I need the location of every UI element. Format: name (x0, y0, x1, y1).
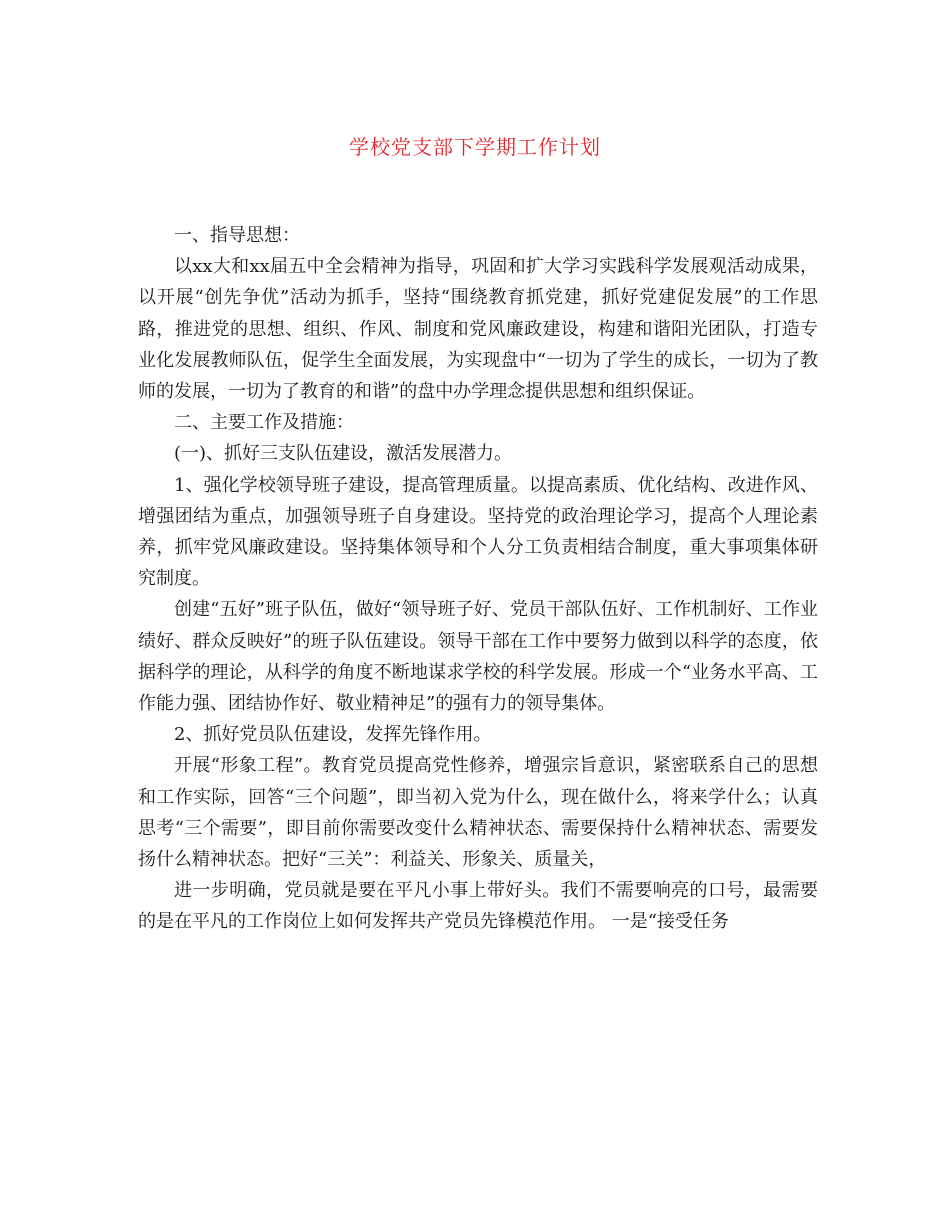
document-body (138, 220, 818, 938)
heading-main-work: 二、主要工作及措施： (174, 412, 354, 434)
paragraph-image-project: 开展“形象工程”。教育党员提高党性修养，增强宗旨意识，紧密联系自己的思想和工作实际，回答“三个问题”，即当初入党为什么，现在做什么，将来学什么；认真思考“三个需要”，即目前你需要改变什么精神状态、需要保持什么精神状态、需要发扬什么精神状态。把好“三关”：利益关、形象关、质量关， (138, 755, 818, 871)
paragraph-guiding-ideology: 以xx大和xx届五中全会精神为指导，巩固和扩大学习实践科学发展观活动成果，以开展“创先争优”活动为抓手，坚持“围绕教育抓党建，抓好党建促发展”的工作思路，推进党的思想、组织、作风、制度和党风廉政建设，构建和谐阳光团队，打造专业化发展教师队伍，促学生全面发展，为实现盘中“一切为了学生的成长，一切为了教师的发展，一切为了教育的和谐”的盘中办学理念提供思想和组织保证。 (138, 256, 818, 403)
subheading-three-teams: (一)、抓好三支队伍建设，激活发展潜力。 (174, 443, 513, 465)
paragraph-further-clarify: 进一步明确，党员就是要在平凡小事上带好头。我们不需要响亮的口号，最需要的是在平凡的工作岗位上如何发挥共产党员先锋模范作用。 一是“接受任务 (138, 880, 818, 933)
paragraph-leadership: 1、强化学校领导班子建设，提高管理质量。以提高素质、优化结构、改进作风、增强团结为重点，加强领导班子自身建设。坚持党的政治理论学习，提高个人理论素养，抓牢党风廉政建设。坚持集体领导和个人分工负责相结合制度，重大事项集体研究制度。 (138, 474, 818, 590)
heading-guiding-ideology: 一、指导思想： (174, 225, 300, 246)
document-title: 学校党支部下学期工作计划 (349, 135, 601, 159)
paragraph-five-good: 创建“五好”班子队伍，做好“领导班子好、党员干部队伍好、工作机制好、工作业绩好、群众反映好”的班子队伍建设。领导干部在工作中要努力做到以科学的态度，依据科学的理论，从科学的角度不断地谋求学校的科学发展。形成一个“业务水平高、工作能力强、团结协作好、敬业精神足”的强有力的领导集体。 (138, 599, 818, 715)
subheading-party-members: 2、抓好党员队伍建设，发挥先锋作用。 (174, 724, 492, 746)
